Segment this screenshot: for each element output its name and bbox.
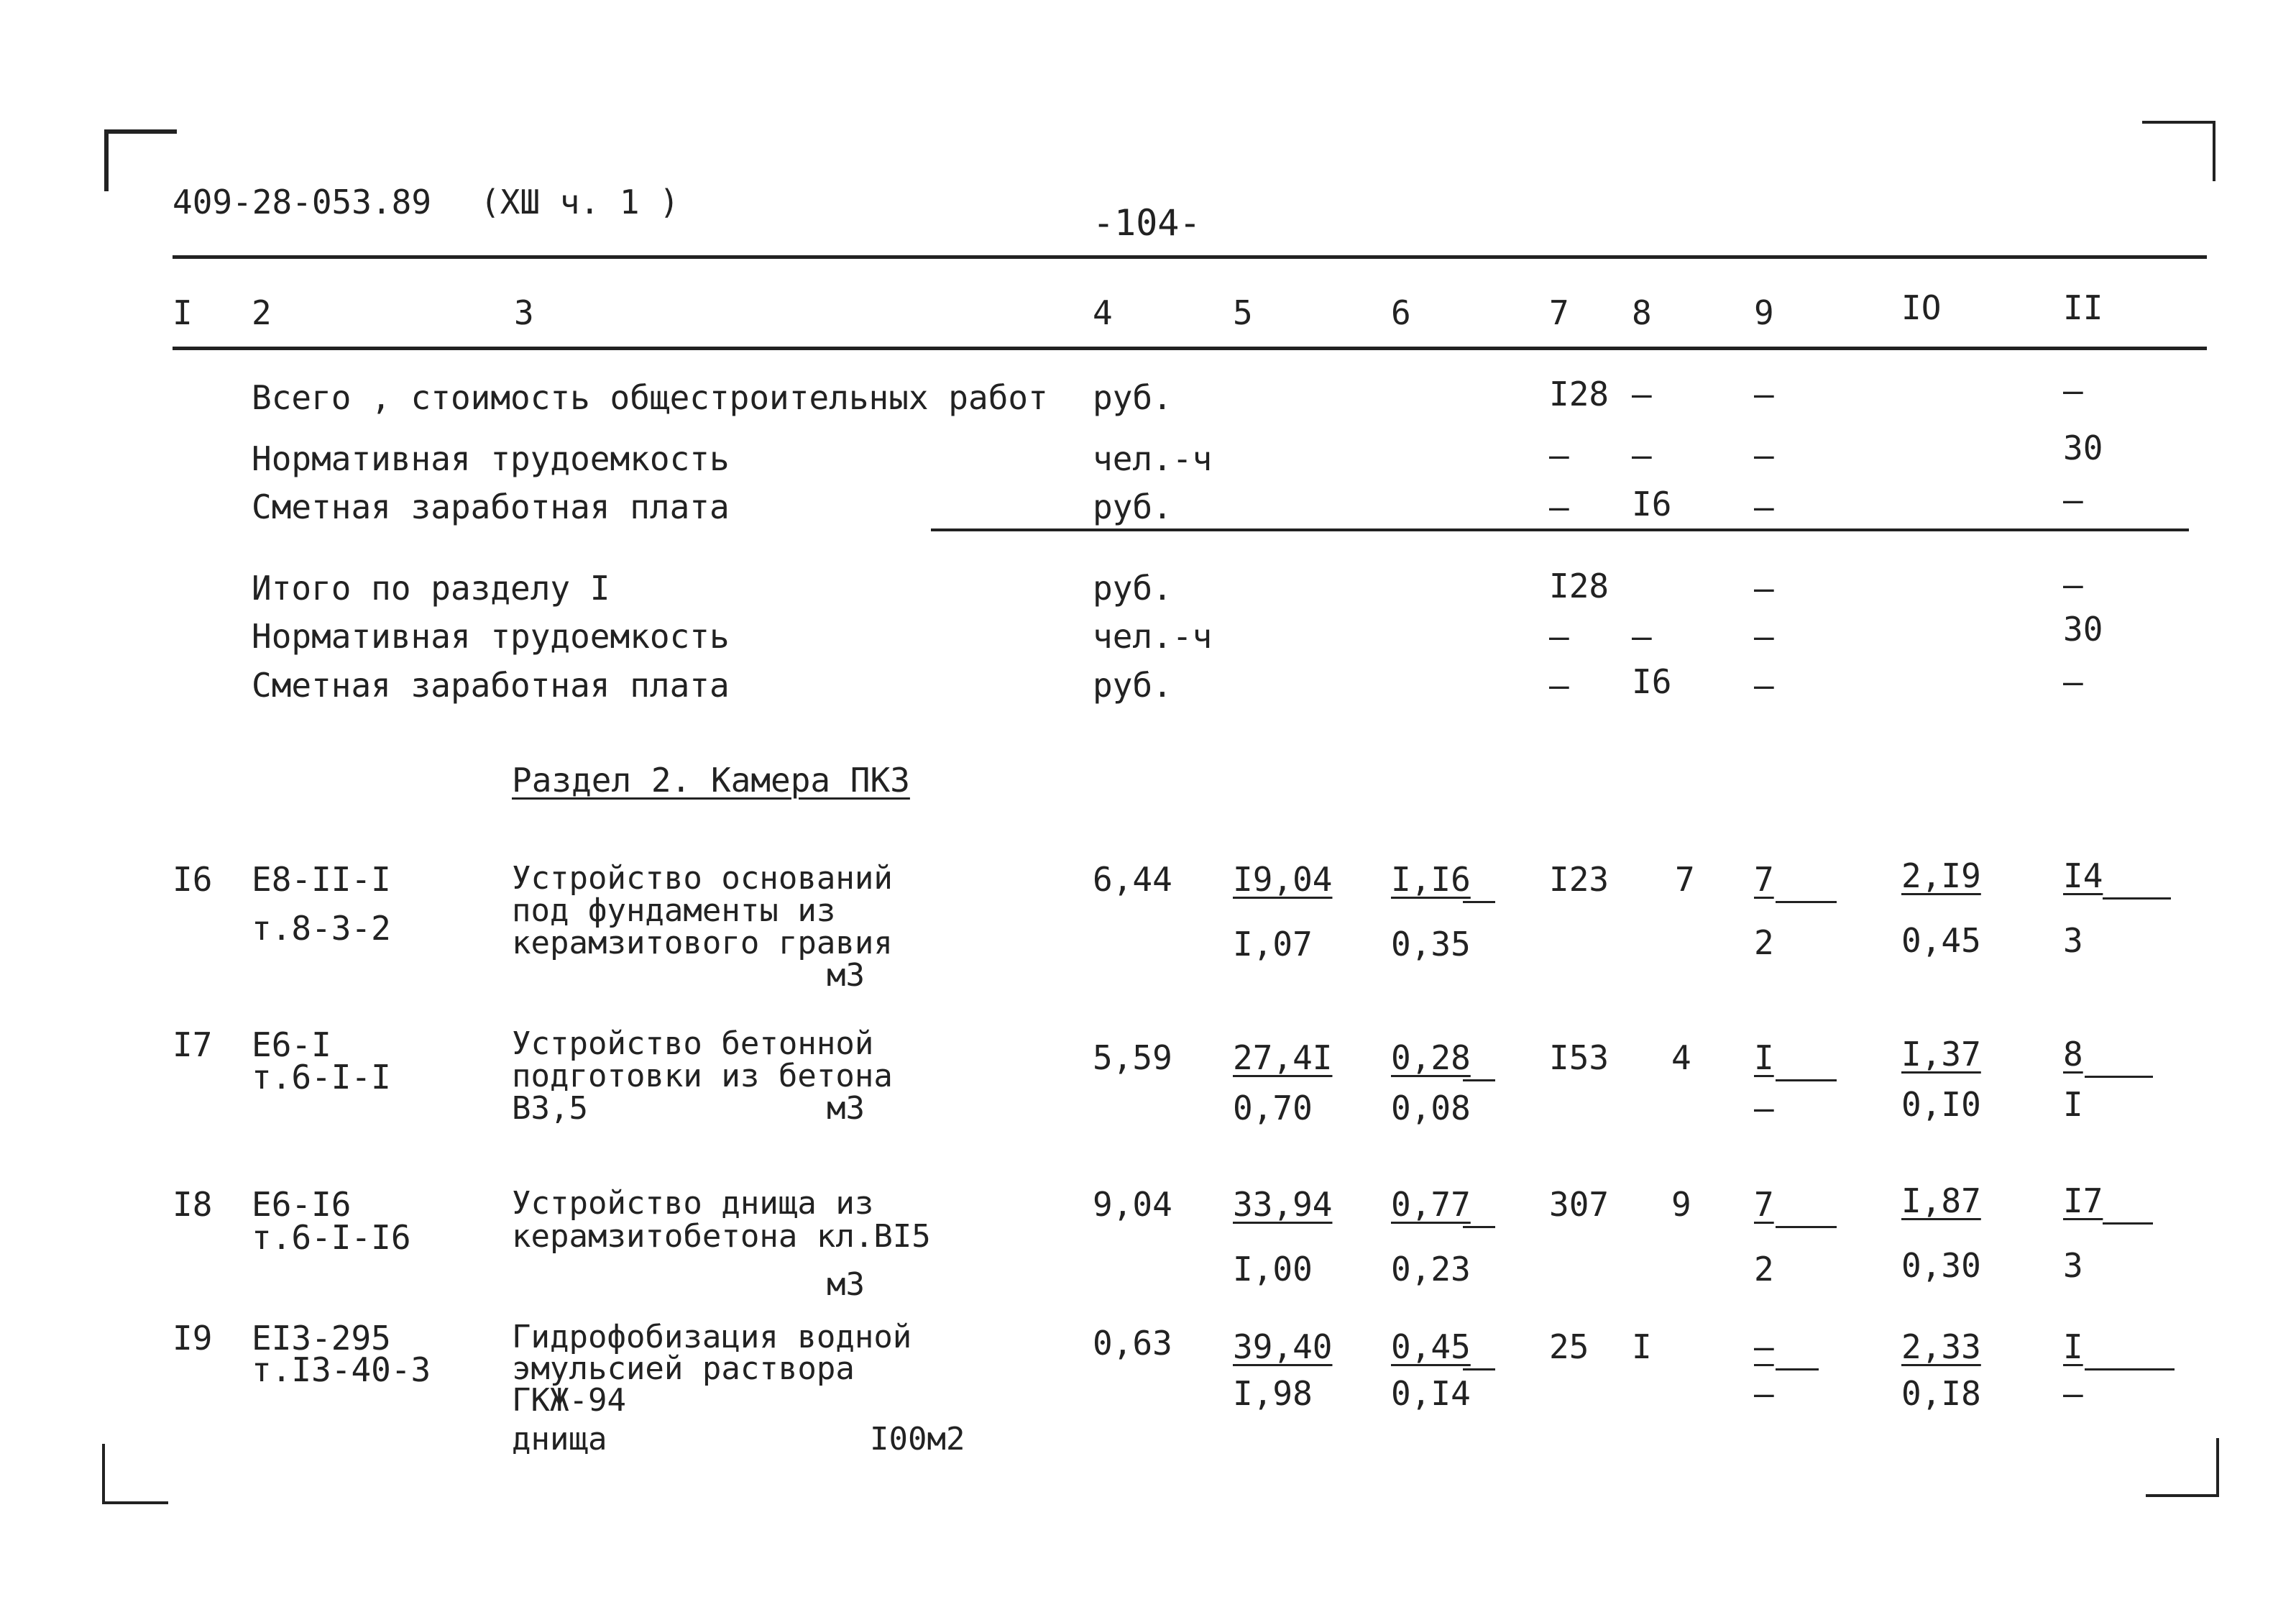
row-17-desc-1: Устройство бетонной — [512, 1025, 874, 1062]
row-17-c9-rule — [1776, 1079, 1837, 1081]
section1-labor-c11: 30 — [2063, 610, 2103, 649]
row-16-c9-top: 7 — [1754, 860, 1774, 899]
row-17-unit: м3 — [827, 1090, 865, 1127]
summary-wage-c7: – — [1549, 488, 1569, 526]
row-19-c6-bot: 0,I4 — [1391, 1374, 1471, 1413]
row-16-c5-bot: I,07 — [1233, 925, 1313, 964]
summary-total-c7: I28 — [1549, 375, 1610, 413]
row-17-c9-bot: – — [1754, 1089, 1774, 1127]
row-17-c10-top: I,37 — [1901, 1035, 1981, 1074]
row-18-c7: 307 — [1549, 1185, 1610, 1224]
section1-wage-label: Сметная заработная плата — [252, 666, 730, 705]
section1-wage-c11: – — [2063, 662, 2083, 701]
row-19-desc-1: Гидрофобизация водной — [512, 1319, 912, 1355]
header-top-rule — [173, 255, 2207, 259]
row-17-code: Е6-I — [252, 1025, 331, 1064]
summary-total-c11: – — [2063, 371, 2083, 410]
row-17-c5-top: 27,4I — [1233, 1038, 1333, 1077]
summary-wage-unit: руб. — [1093, 488, 1172, 526]
row-17-c8: 4 — [1671, 1038, 1691, 1077]
row-18-code: Е6-I6 — [252, 1185, 352, 1224]
row-16-c6-top: I,I6 — [1391, 860, 1471, 899]
col-header-11: II — [2063, 288, 2103, 327]
row-19-c10-bot: 0,I8 — [1901, 1374, 1981, 1413]
summary-total-label: Всего , стоимость общестроительных работ — [252, 378, 1048, 417]
summary-wage-c9: – — [1754, 488, 1774, 526]
row-16-c9-rule — [1776, 901, 1837, 903]
row-18-c9-bot: 2 — [1754, 1250, 1774, 1289]
summary-labor-c7: – — [1549, 436, 1569, 475]
col-header-2: 2 — [252, 293, 272, 332]
row-17-c6-bot: 0,08 — [1391, 1089, 1471, 1127]
section1-labor-c8: – — [1632, 617, 1652, 656]
summary-labor-label: Нормативная трудоемкость — [252, 439, 730, 478]
summary-total-c8: – — [1632, 375, 1652, 413]
row-19-unit: I00м2 — [870, 1421, 965, 1457]
row-19-c11-bot: – — [2063, 1374, 2083, 1413]
row-19-desc-2: эмульсией раствора — [512, 1350, 855, 1387]
col-header-3: 3 — [514, 293, 534, 332]
section1-labor-label: Нормативная трудоемкость — [252, 617, 730, 656]
summary-labor-unit: чел.-ч — [1093, 439, 1213, 478]
row-19-c5-bot: I,98 — [1233, 1374, 1313, 1413]
summary-wage-c11: – — [2063, 480, 2083, 519]
summary-labor-c11: 30 — [2063, 429, 2103, 467]
col-header-6: 6 — [1391, 293, 1411, 332]
row-17-c11-top: 8 — [2063, 1035, 2083, 1074]
corner-mark-top-left — [104, 129, 177, 191]
row-18-c6-rule — [1463, 1226, 1495, 1228]
row-16-desc-1: Устройство оснований — [512, 860, 893, 897]
row-19-c10-top: 2,33 — [1901, 1327, 1981, 1366]
row-18-c9-rule — [1776, 1226, 1837, 1228]
row-17-c6-rule — [1463, 1079, 1495, 1081]
summary-total-unit: руб. — [1093, 378, 1172, 417]
section1-wage-c7: – — [1549, 666, 1569, 705]
header-bottom-rule — [173, 347, 2207, 350]
row-16-c6-bot: 0,35 — [1391, 925, 1471, 964]
col-header-8: 8 — [1632, 293, 1652, 332]
row-19-c6-rule — [1463, 1368, 1495, 1370]
section1-wage-unit: руб. — [1093, 666, 1172, 705]
row-19-desc-3: ГКЖ-94 — [512, 1382, 626, 1419]
row-17-c6-top: 0,28 — [1391, 1038, 1471, 1077]
row-19-num: I9 — [173, 1319, 213, 1358]
section1-labor-c7: – — [1549, 617, 1569, 656]
col-header-7: 7 — [1549, 293, 1569, 332]
row-17-c10-bot: 0,I0 — [1901, 1085, 1981, 1124]
row-17-c11-rule — [2085, 1076, 2153, 1078]
row-16-c8: 7 — [1675, 860, 1695, 899]
row-17-desc-2: подготовки из бетона — [512, 1058, 893, 1094]
row-19-c6-top: 0,45 — [1391, 1327, 1471, 1366]
col-header-1: I — [173, 293, 193, 332]
section1-total-c7: I28 — [1549, 567, 1610, 605]
row-16-code: Е8-II-I — [252, 860, 391, 899]
corner-mark-bottom-left — [102, 1444, 168, 1504]
row-16-c7: I23 — [1549, 860, 1610, 899]
row-16-unit: м3 — [827, 957, 865, 994]
col-header-5: 5 — [1233, 293, 1253, 332]
row-16-desc-3: керамзитового гравия — [512, 925, 893, 961]
corner-mark-top-right — [2142, 121, 2215, 181]
row-18-c5-top: 33,94 — [1233, 1185, 1333, 1224]
row-19-c9-top: – — [1754, 1327, 1774, 1366]
row-18-c8: 9 — [1671, 1185, 1691, 1224]
row-18-unit: м3 — [827, 1266, 865, 1303]
row-19-code: ЕI3-295 — [252, 1319, 391, 1358]
row-16-ref: т.8-3-2 — [252, 909, 391, 948]
row-16-qty: 6,44 — [1093, 860, 1172, 899]
row-19-c11-rule — [2085, 1368, 2175, 1370]
page-number: -104- — [1093, 202, 1201, 244]
row-18-c6-bot: 0,23 — [1391, 1250, 1471, 1289]
row-19-desc-4: днища — [512, 1421, 607, 1457]
row-18-c9-top: 7 — [1754, 1185, 1774, 1224]
summary-rule — [931, 528, 2189, 531]
row-16-c9-bot: 2 — [1754, 923, 1774, 962]
row-18-desc-1: Устройство днища из — [512, 1185, 874, 1222]
summary-labor-c8: – — [1632, 436, 1652, 475]
row-18-c11-rule — [2103, 1222, 2153, 1225]
row-16-c11-top: I4 — [2063, 856, 2103, 895]
section1-wage-c8: I6 — [1632, 662, 1672, 701]
section1-labor-c9: – — [1754, 617, 1774, 656]
row-18-c10-top: I,87 — [1901, 1181, 1981, 1220]
row-19-c5-top: 39,40 — [1233, 1327, 1333, 1366]
row-18-c10-bot: 0,30 — [1901, 1246, 1981, 1285]
section1-labor-unit: чел.-ч — [1093, 617, 1213, 656]
row-17-desc-3: В3,5 — [512, 1090, 588, 1127]
row-16-c6-rule — [1463, 901, 1495, 903]
row-17-num: I7 — [173, 1025, 213, 1064]
summary-labor-c9: – — [1754, 436, 1774, 475]
row-17-c7: I53 — [1549, 1038, 1610, 1077]
summary-wage-c8: I6 — [1632, 485, 1672, 523]
row-16-c11-bot: 3 — [2063, 921, 2083, 960]
row-19-c11-top: I — [2063, 1327, 2083, 1366]
row-16-c5-top: I9,04 — [1233, 860, 1333, 899]
doc-code: 409-28-053.89 — [173, 183, 432, 221]
row-18-c11-top: I7 — [2063, 1181, 2103, 1220]
row-18-ref: т.6-I-I6 — [252, 1218, 411, 1257]
row-19-c8: I — [1632, 1327, 1652, 1366]
row-16-c11-rule — [2103, 897, 2171, 900]
section2-title: Раздел 2. Камера ПКЗ — [512, 761, 910, 800]
doc-part: (ХШ ч. 1 ) — [480, 183, 679, 221]
row-16-c10-top: 2,I9 — [1901, 856, 1981, 895]
row-19-c7: 25 — [1549, 1327, 1589, 1366]
row-18-c6-top: 0,77 — [1391, 1185, 1471, 1224]
col-header-10: IO — [1901, 288, 1942, 327]
row-18-qty: 9,04 — [1093, 1185, 1172, 1224]
summary-wage-label: Сметная заработная плата — [252, 488, 730, 526]
row-18-num: I8 — [173, 1185, 213, 1224]
section1-total-label: Итого по разделу I — [252, 569, 610, 608]
row-17-c11-bot: I — [2063, 1085, 2083, 1124]
row-16-desc-2: под фундаменты из — [512, 892, 836, 929]
row-16-num: I6 — [173, 860, 213, 899]
row-17-c5-bot: 0,70 — [1233, 1089, 1313, 1127]
row-19-qty: 0,63 — [1093, 1324, 1172, 1363]
corner-mark-bottom-right — [2146, 1438, 2219, 1497]
row-18-c5-bot: I,00 — [1233, 1250, 1313, 1289]
row-17-qty: 5,59 — [1093, 1038, 1172, 1077]
col-header-9: 9 — [1754, 293, 1774, 332]
section1-wage-c9: – — [1754, 666, 1774, 705]
row-19-ref: т.I3-40-3 — [252, 1350, 431, 1389]
row-17-ref: т.6-I-I — [252, 1058, 391, 1097]
row-17-c9-top: I — [1754, 1038, 1774, 1077]
row-18-desc-2: керамзитобетона кл.ВI5 — [512, 1218, 931, 1255]
row-19-c9-bot: – — [1754, 1374, 1774, 1413]
col-header-4: 4 — [1093, 293, 1113, 332]
section1-total-c11: – — [2063, 565, 2083, 604]
row-19-c9-rule — [1776, 1368, 1819, 1370]
summary-total-c9: – — [1754, 375, 1774, 413]
row-16-c10-bot: 0,45 — [1901, 921, 1981, 960]
row-18-c11-bot: 3 — [2063, 1246, 2083, 1285]
section1-total-unit: руб. — [1093, 569, 1172, 608]
section1-total-c9: – — [1754, 569, 1774, 608]
